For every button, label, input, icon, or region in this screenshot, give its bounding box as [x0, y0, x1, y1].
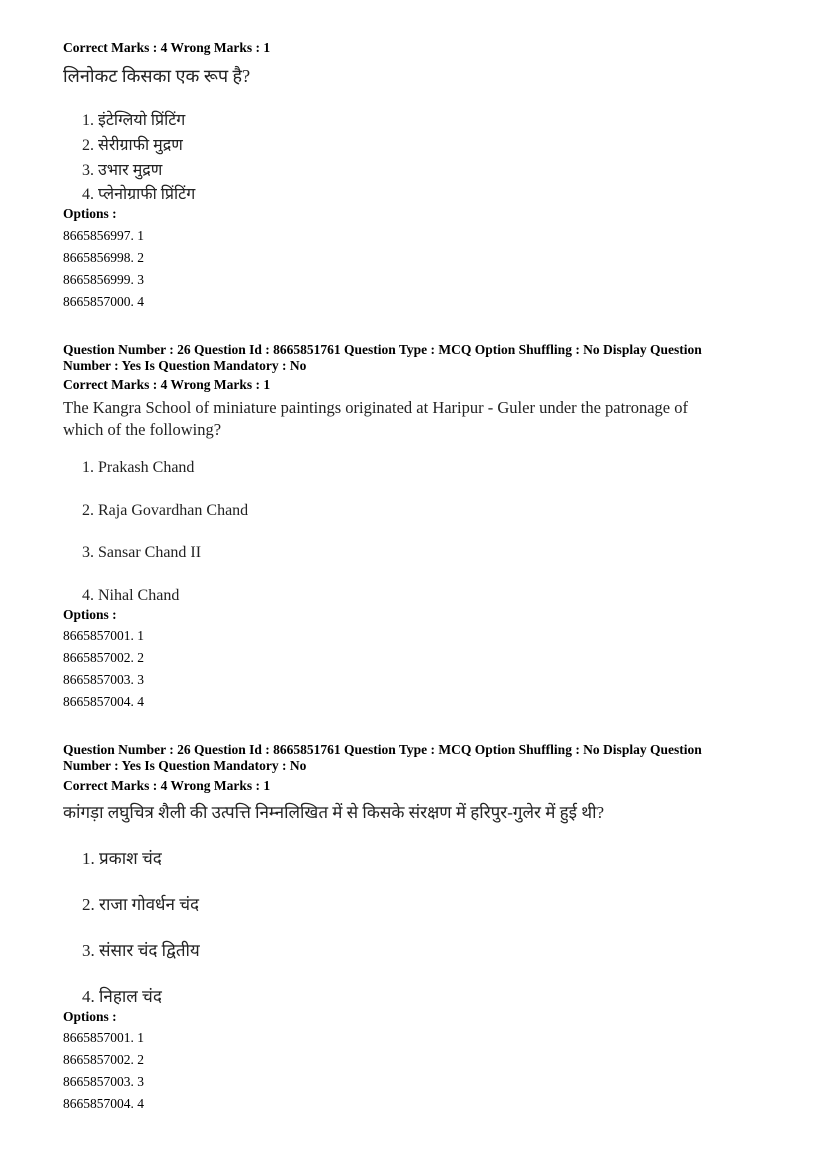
option-2: 2. सेरीग्राफी मुद्रण	[82, 137, 183, 154]
option-id-1: 8665857001. 1	[63, 1030, 144, 1045]
option-3: 3. Sansar Chand II	[82, 544, 202, 561]
marks-line: Correct Marks : 4 Wrong Marks : 1	[63, 40, 271, 55]
marks-line: Correct Marks : 4 Wrong Marks : 1	[63, 778, 271, 793]
option-2: 2. Raja Govardhan Chand	[82, 502, 249, 519]
option-id-2: 8665857002. 2	[63, 1052, 144, 1067]
marks-line: Correct Marks : 4 Wrong Marks : 1	[63, 377, 271, 392]
option-2: 2. राजा गोवर्धन चंद	[82, 895, 200, 914]
option-4: 4. प्लेनोग्राफी प्रिंटिंग	[82, 186, 196, 203]
option-id-4: 8665857004. 4	[63, 1096, 144, 1111]
question-text-line-2: which of the following?	[63, 420, 222, 439]
options-label: Options :	[63, 1009, 117, 1024]
option-id-4: 8665857004. 4	[63, 694, 144, 709]
option-1: 1. प्रकाश चंद	[82, 849, 162, 868]
option-id-2: 8665857002. 2	[63, 650, 144, 665]
option-id-4: 8665857000. 4	[63, 294, 144, 309]
option-1: 1. Prakash Chand	[82, 459, 195, 476]
option-id-3: 8665857003. 3	[63, 672, 144, 687]
option-3: 3. उभार मुद्रण	[82, 162, 163, 179]
option-4: 4. Nihal Chand	[82, 587, 180, 604]
option-4: 4. निहाल चंद	[82, 987, 162, 1006]
question-header-line-2: Number : Yes Is Question Mandatory : No	[63, 758, 307, 773]
question-text-line-1: The Kangra School of miniature paintings originated at Haripur - Guler under the patronage of	[63, 398, 688, 417]
question-header-line-1: Question Number : 26 Question Id : 8665851761 Question Type : MCQ Option Shuffling : No Display Question	[63, 342, 702, 357]
option-id-1: 8665856997. 1	[63, 228, 144, 243]
option-id-2: 8665856998. 2	[63, 250, 144, 265]
question-text: कांगड़ा लघुचित्र शैली की उत्पत्ति निम्नलिखित में से किसके संरक्षण में हरिपुर-गुलेर में हुई थी?	[63, 803, 605, 822]
option-1: 1. इंटेग्लियो प्रिंटिंग	[82, 112, 186, 129]
option-id-3: 8665857003. 3	[63, 1074, 144, 1089]
question-header-line-1: Question Number : 26 Question Id : 8665851761 Question Type : MCQ Option Shuffling : No Display Question	[63, 742, 702, 757]
option-id-1: 8665857001. 1	[63, 628, 144, 643]
question-text: लिनोकट किसका एक रूप है?	[63, 66, 251, 86]
options-label: Options :	[63, 206, 117, 221]
question-header-line-2: Number : Yes Is Question Mandatory : No	[63, 358, 307, 373]
option-3: 3. संसार चंद द्वितीय	[82, 941, 200, 960]
option-id-3: 8665856999. 3	[63, 272, 144, 287]
options-label: Options :	[63, 607, 117, 622]
